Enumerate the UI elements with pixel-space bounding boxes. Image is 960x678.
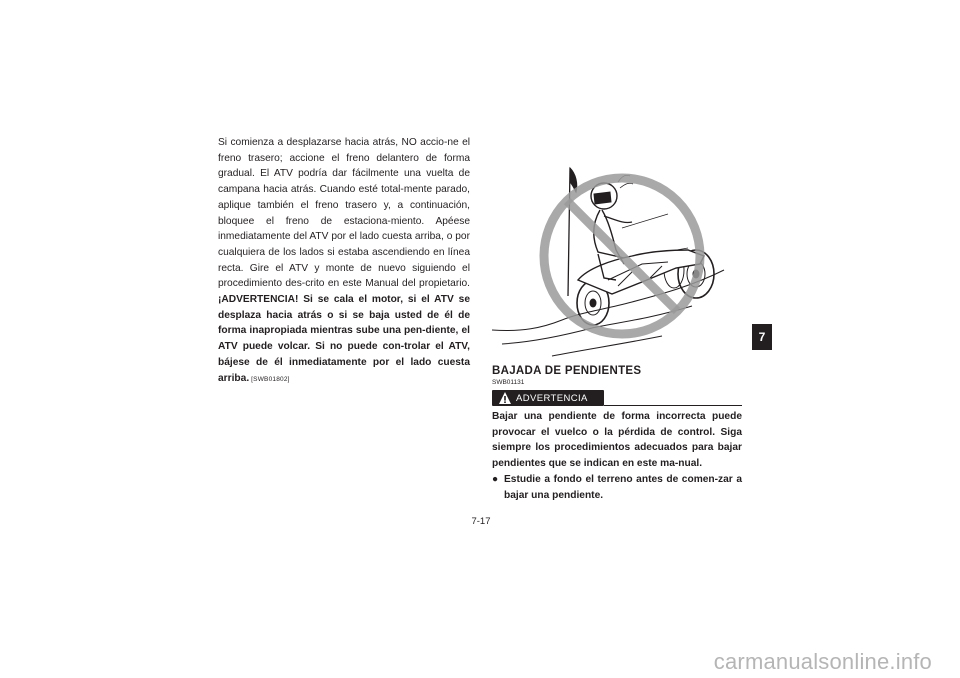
- atv-uphill-prohibited-illustration: [492, 160, 742, 360]
- bullet-text: Estudie a fondo el terreno antes de comen-zar a bajar una pendiente.: [504, 473, 742, 501]
- inline-warning-code: [SWB01802]: [251, 375, 290, 383]
- bullet-item: [492, 472, 742, 503]
- warning-header: [492, 390, 742, 407]
- warning-badge: [492, 390, 604, 406]
- chapter-tab: 7: [752, 324, 772, 350]
- instruction-text: Si comienza a desplazarse hacia atrás, NO accio-ne el freno trasero; accione el freno delantero de forma gradual. El ATV podría dar fácilmente una vuelta de campana hacia atrás. Cuando esté total-mente parado, aplique también el freno trasero y, a continuación, bloquee el freno de estaciona-miento. Apéese inmediatamente del ATV por el lado cuesta arriba, o por cualquiera de los lados si estaba ascendiendo en línea recta. Gire el ATV y monte de nuevo siguiendo el procedimiento des-crito en este Manual del propietario.: [218, 137, 470, 290]
- warning-body: Bajar una pendiente de forma incorrecta puede provocar el vuelco o la pérdida de control. Siga siempre los procedimientos adecuados para bajar pendientes que se indican en este ma-nual.: [492, 411, 742, 470]
- warning-label: ADVERTENCIA: [516, 392, 588, 404]
- warning-rule: [604, 405, 742, 406]
- inline-warning-text: ¡ADVERTENCIA! Si se cala el motor, si el ATV se desplaza hacia atrás o si se baja usted de él de forma inapropiada mientras sube una pen-diente, el ATV puede volcar. Si no puede con-trolar el ATV, bájese de él inmediatamente por el lado cuesta arriba.: [218, 294, 470, 384]
- atv-illustration-svg: [492, 160, 742, 360]
- warning-triangle-icon: [498, 391, 512, 405]
- watermark: carmanualsonline.info: [713, 649, 932, 674]
- bullet-dot-icon: ●: [492, 473, 499, 485]
- left-column: [218, 135, 470, 387]
- section-code: SWB01131: [492, 379, 525, 386]
- page-number: 7-17: [471, 516, 491, 527]
- right-column: [492, 364, 742, 503]
- section-title: BAJADA DE PENDIENTES: [492, 365, 642, 377]
